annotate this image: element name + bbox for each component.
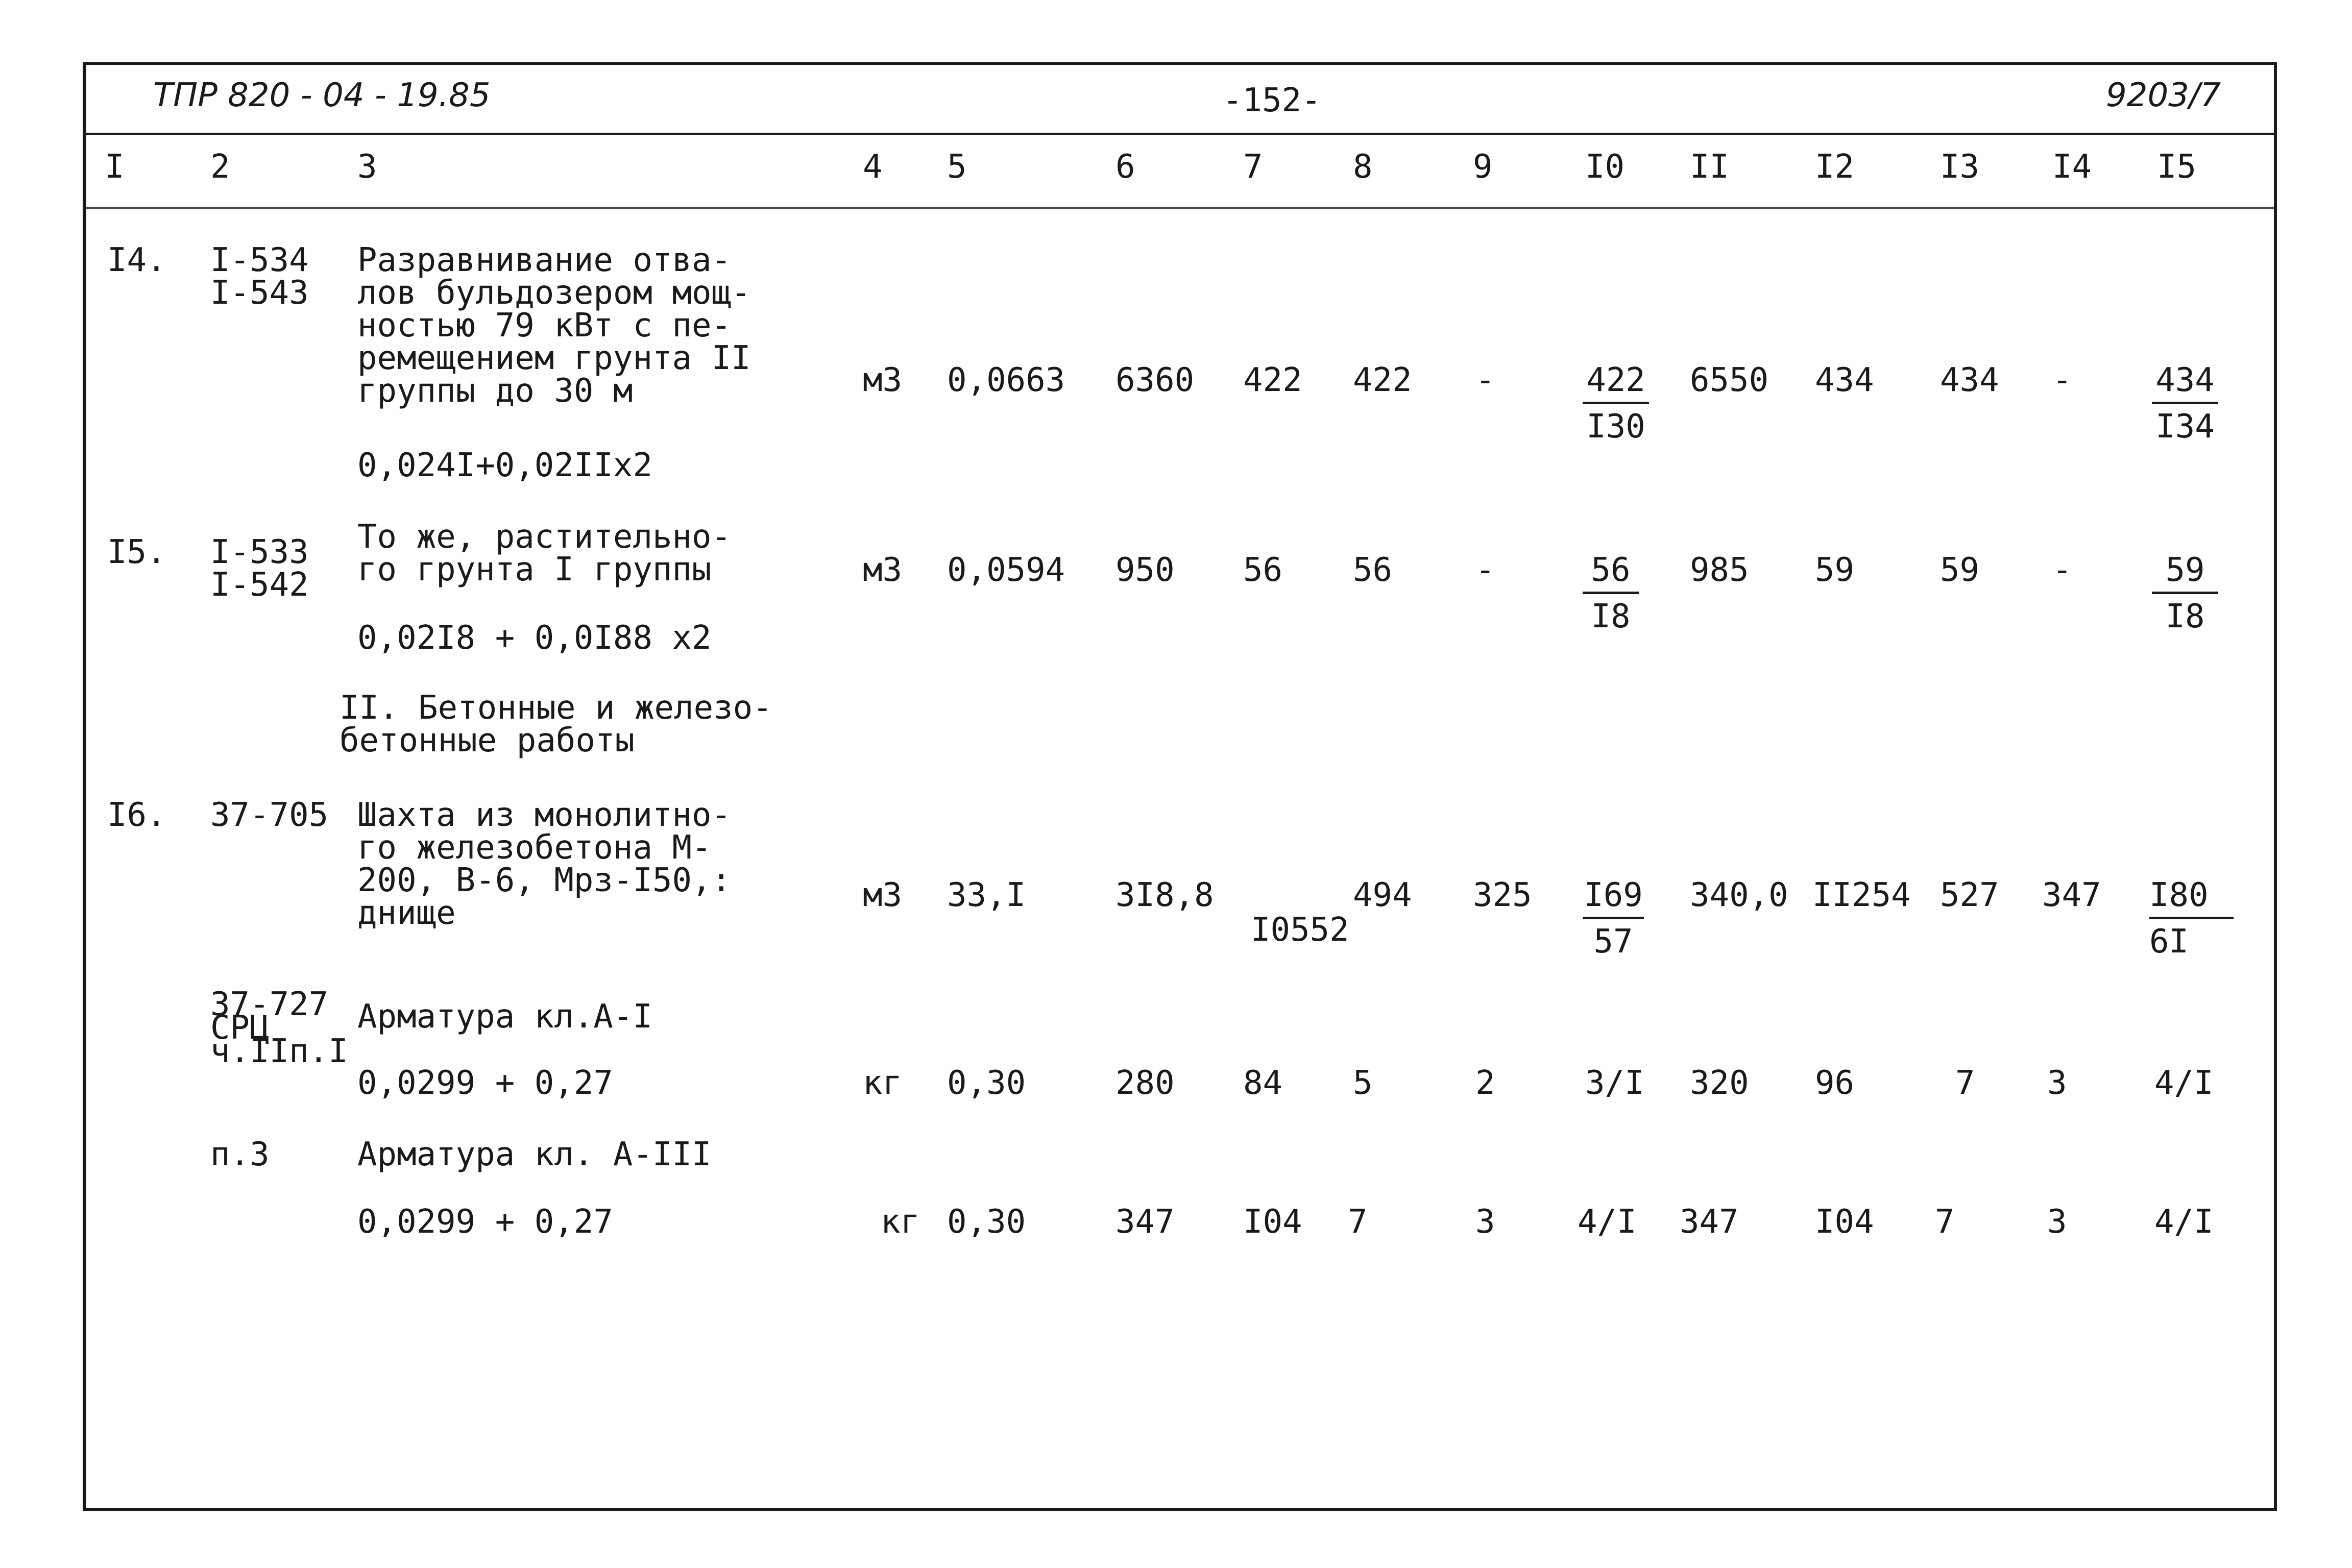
cell-col13: 434 <box>1940 361 1999 399</box>
unit: м3 <box>863 361 903 399</box>
cell-col11: 320 <box>1690 1064 1749 1102</box>
cell-col13: 59 <box>1940 551 1980 589</box>
column-header-7: 7 <box>1243 148 1263 186</box>
cell-col6: 280 <box>1116 1064 1175 1102</box>
column-header-2: 2 <box>210 148 230 186</box>
formula: 0,024I+0,02IIx2 <box>357 447 652 484</box>
row-number: I6. <box>107 796 166 834</box>
cell-col13: 527 <box>1940 876 1999 914</box>
fraction-denominator: I8 <box>2165 598 2205 635</box>
column-header-rule <box>83 207 2277 209</box>
cell-col9: - <box>1475 361 1495 399</box>
fraction-denominator: I34 <box>2155 408 2215 446</box>
fraction-denominator: I8 <box>1591 598 1631 635</box>
cell-col14: 3 <box>2047 1203 2067 1241</box>
cell-col6: 6360 <box>1116 361 1195 399</box>
column-header-15: I5 <box>2157 148 2197 186</box>
work-description: Арматура кл. А-III <box>357 1136 712 1173</box>
cell-col15: 4/I <box>2154 1203 2214 1241</box>
fraction-numerator: 434 <box>2152 364 2218 404</box>
cell-col10-fraction <box>1583 551 1639 635</box>
cell-col8: 56 <box>1353 551 1393 589</box>
cell-col5: 0,0594 <box>947 551 1065 589</box>
fraction-denominator: 6I <box>2149 923 2189 961</box>
cell-col15-fraction <box>2152 551 2218 635</box>
cell-col5: 0,30 <box>947 1064 1026 1102</box>
column-header-3: 3 <box>357 148 377 186</box>
column-header-12: I2 <box>1815 148 1855 186</box>
cell-col9: - <box>1475 551 1495 589</box>
cell-col11: 347 <box>1680 1203 1739 1241</box>
row-number: I5. <box>107 533 166 571</box>
unit: кг <box>881 1203 920 1241</box>
cell-col6: 950 <box>1116 551 1175 589</box>
cell-col8: 494 <box>1353 876 1412 914</box>
cell-col10-fraction <box>1583 876 1644 961</box>
fraction-numerator: 59 <box>2152 554 2218 594</box>
column-header-10: I0 <box>1585 148 1625 186</box>
column-header-1: I <box>105 148 125 186</box>
page-number: -152- <box>1223 82 1321 119</box>
column-header-14: I4 <box>2052 148 2092 186</box>
cell-col9: 2 <box>1475 1064 1495 1102</box>
cell-col8: 422 <box>1353 361 1412 399</box>
norm-code: 37-705 <box>210 796 329 834</box>
cell-col7: 422 <box>1243 361 1302 399</box>
unit: кг <box>863 1064 903 1102</box>
row-number: I4. <box>107 241 166 279</box>
column-header-9: 9 <box>1473 148 1493 186</box>
norm-code: п.3 <box>210 1136 270 1173</box>
column-header-11: II <box>1690 148 1730 186</box>
cell-col14: 3 <box>2047 1064 2067 1102</box>
cell-col14: - <box>2052 551 2072 589</box>
cell-col11: 340,0 <box>1690 876 1788 914</box>
column-header-5: 5 <box>947 148 967 186</box>
work-description: Арматура кл.А-I <box>357 998 652 1036</box>
unit: м3 <box>863 876 903 914</box>
cell-col13: 7 <box>1935 1203 1955 1241</box>
cell-col12: 434 <box>1815 361 1874 399</box>
fraction-numerator: I80 <box>2149 879 2234 919</box>
cell-col7: 84 <box>1243 1064 1283 1102</box>
cell-col7: I0552 <box>1251 911 1349 949</box>
fraction-numerator: 422 <box>1583 364 1649 404</box>
fraction-numerator: 56 <box>1583 554 1639 594</box>
cell-col5: 33,I <box>947 876 1026 914</box>
work-description: Разравнивание отва- лов бульдозером мощ- ностью 79 кВт с пе- ремещением грунта II группы до 30 м <box>357 241 751 410</box>
cell-col8: 7 <box>1348 1203 1368 1241</box>
column-header-4: 4 <box>863 148 883 186</box>
norm-code: I-533 I-542 <box>210 533 309 604</box>
column-header-13: I3 <box>1940 148 1980 186</box>
document-code: ТПР 820 - 04 - 19.85 <box>153 77 491 114</box>
cell-col12: II254 <box>1812 876 1911 914</box>
work-description: То же, растительно- го грунта I группы <box>357 518 732 589</box>
cell-col8: 5 <box>1353 1064 1373 1102</box>
sheet-code: 9203/7 <box>2106 77 2221 114</box>
cell-col15-fraction <box>2149 876 2234 961</box>
cell-col12: 59 <box>1815 551 1855 589</box>
cell-col15: 4/I <box>2154 1064 2214 1102</box>
cell-col10: 4/I <box>1578 1203 1637 1241</box>
cell-col12: I04 <box>1815 1203 1874 1241</box>
column-header-6: 6 <box>1116 148 1135 186</box>
cell-col13: 7 <box>1955 1064 1975 1102</box>
cell-col5: 0,30 <box>947 1203 1026 1241</box>
formula: 0,0299 + 0,27 <box>357 1064 613 1102</box>
cell-col14: 347 <box>2042 876 2101 914</box>
fraction-numerator: I69 <box>1583 879 1644 919</box>
norm-code: 37-727 СРЦ ч.IIп.I <box>210 986 348 1070</box>
cell-col5: 0,0663 <box>947 361 1065 399</box>
cell-col11: 985 <box>1690 551 1749 589</box>
cell-col15-fraction <box>2152 361 2218 446</box>
cell-col10-fraction <box>1583 361 1649 446</box>
cell-col6: 3I8,8 <box>1116 876 1214 914</box>
header-rule <box>83 133 2277 135</box>
cell-col7: I04 <box>1243 1203 1302 1241</box>
fraction-denominator: I30 <box>1586 408 1645 446</box>
cell-col10: 3/I <box>1585 1064 1644 1102</box>
cell-col7: 56 <box>1243 551 1283 589</box>
column-header-8: 8 <box>1353 148 1373 186</box>
cell-col9: 3 <box>1475 1203 1495 1241</box>
cell-col6: 347 <box>1116 1203 1175 1241</box>
cell-col11: 6550 <box>1690 361 1769 399</box>
cell-col9: 325 <box>1473 876 1532 914</box>
section-title: II. Бетонные и железо- бетонные работы <box>340 689 772 760</box>
norm-code: I-534 I-543 <box>210 241 309 312</box>
fraction-denominator: 57 <box>1593 923 1633 961</box>
formula: 0,02I8 + 0,0I88 x2 <box>357 619 712 657</box>
cell-col12: 96 <box>1815 1064 1855 1102</box>
work-description: Шахта из монолитно- го железобетона М- 200, В-6, Мрз-I50,: днище <box>357 796 732 932</box>
cell-col14: - <box>2052 361 2072 399</box>
unit: м3 <box>863 551 903 589</box>
formula: 0,0299 + 0,27 <box>357 1203 613 1241</box>
